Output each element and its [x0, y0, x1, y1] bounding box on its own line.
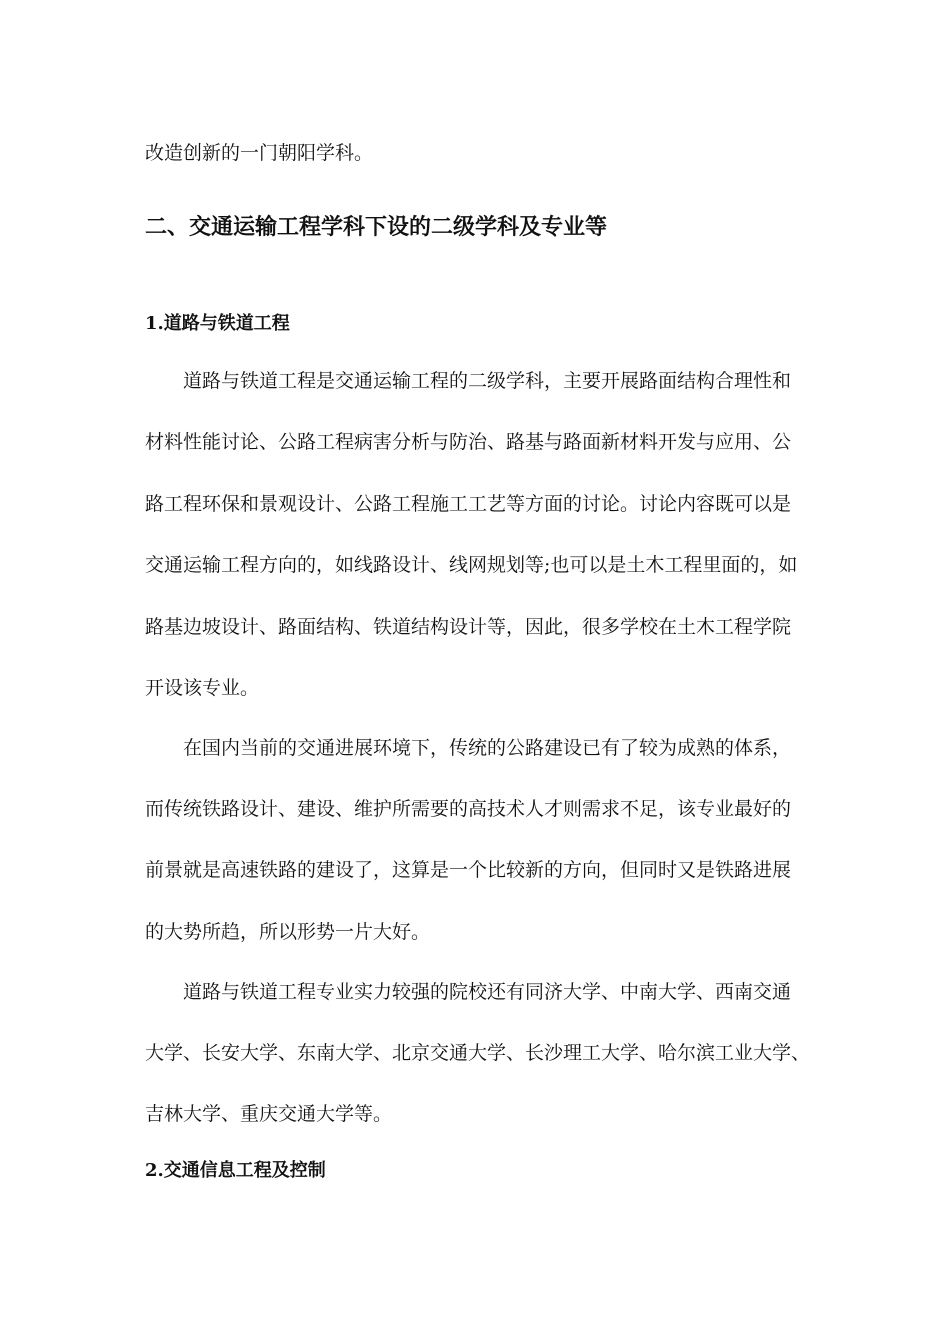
paragraph-line: 交通运输工程方向的，如线路设计、线网规划等;也可以是土木工程里面的，如 [145, 554, 798, 576]
paragraph-line: 材料性能讨论、公路工程病害分析与防治、路基与路面新材料开发与应用、公 [145, 431, 792, 453]
paragraph-line: 开设该专业。 [145, 677, 260, 699]
paragraph-line: 在国内当前的交通进展环境下，传统的公路建设已有了较为成熟的体系， [183, 737, 792, 759]
paragraph-line: 前景就是高速铁路的建设了，这算是一个比较新的方向，但同时又是铁路进展 [145, 859, 792, 881]
paragraph-line: 而传统铁路设计、建设、维护所需要的高技术人才则需求不足，该专业最好的 [145, 798, 792, 820]
paragraph-line: 吉林大学、重庆交通大学等。 [145, 1103, 393, 1125]
section-heading: 二、交通运输工程学科下设的二级学科及专业等 [145, 214, 608, 240]
paragraph-line: 道路与铁道工程是交通运输工程的二级学科，主要开展路面结构合理性和 [183, 370, 792, 392]
paragraph-line: 道路与铁道工程专业实力较强的院校还有同济大学、中南大学、西南交通 [183, 981, 792, 1003]
paragraph-line: 的大势所趋，所以形势一片大好。 [145, 921, 431, 943]
paragraph-line: 改造创新的一门朝阳学科。 [145, 142, 374, 164]
subsection-heading: 1.道路与铁道工程 [145, 313, 290, 334]
paragraph-line: 大学、长安大学、东南大学、北京交通大学、长沙理工大学、哈尔滨工业大学、 [145, 1042, 811, 1064]
paragraph-line: 路工程环保和景观设计、公路工程施工工艺等方面的讨论。讨论内容既可以是 [145, 493, 792, 515]
subsection-heading: 2.交通信息工程及控制 [145, 1160, 326, 1181]
paragraph-line: 路基边坡设计、路面结构、铁道结构设计等，因此，很多学校在土木工程学院 [145, 616, 792, 638]
